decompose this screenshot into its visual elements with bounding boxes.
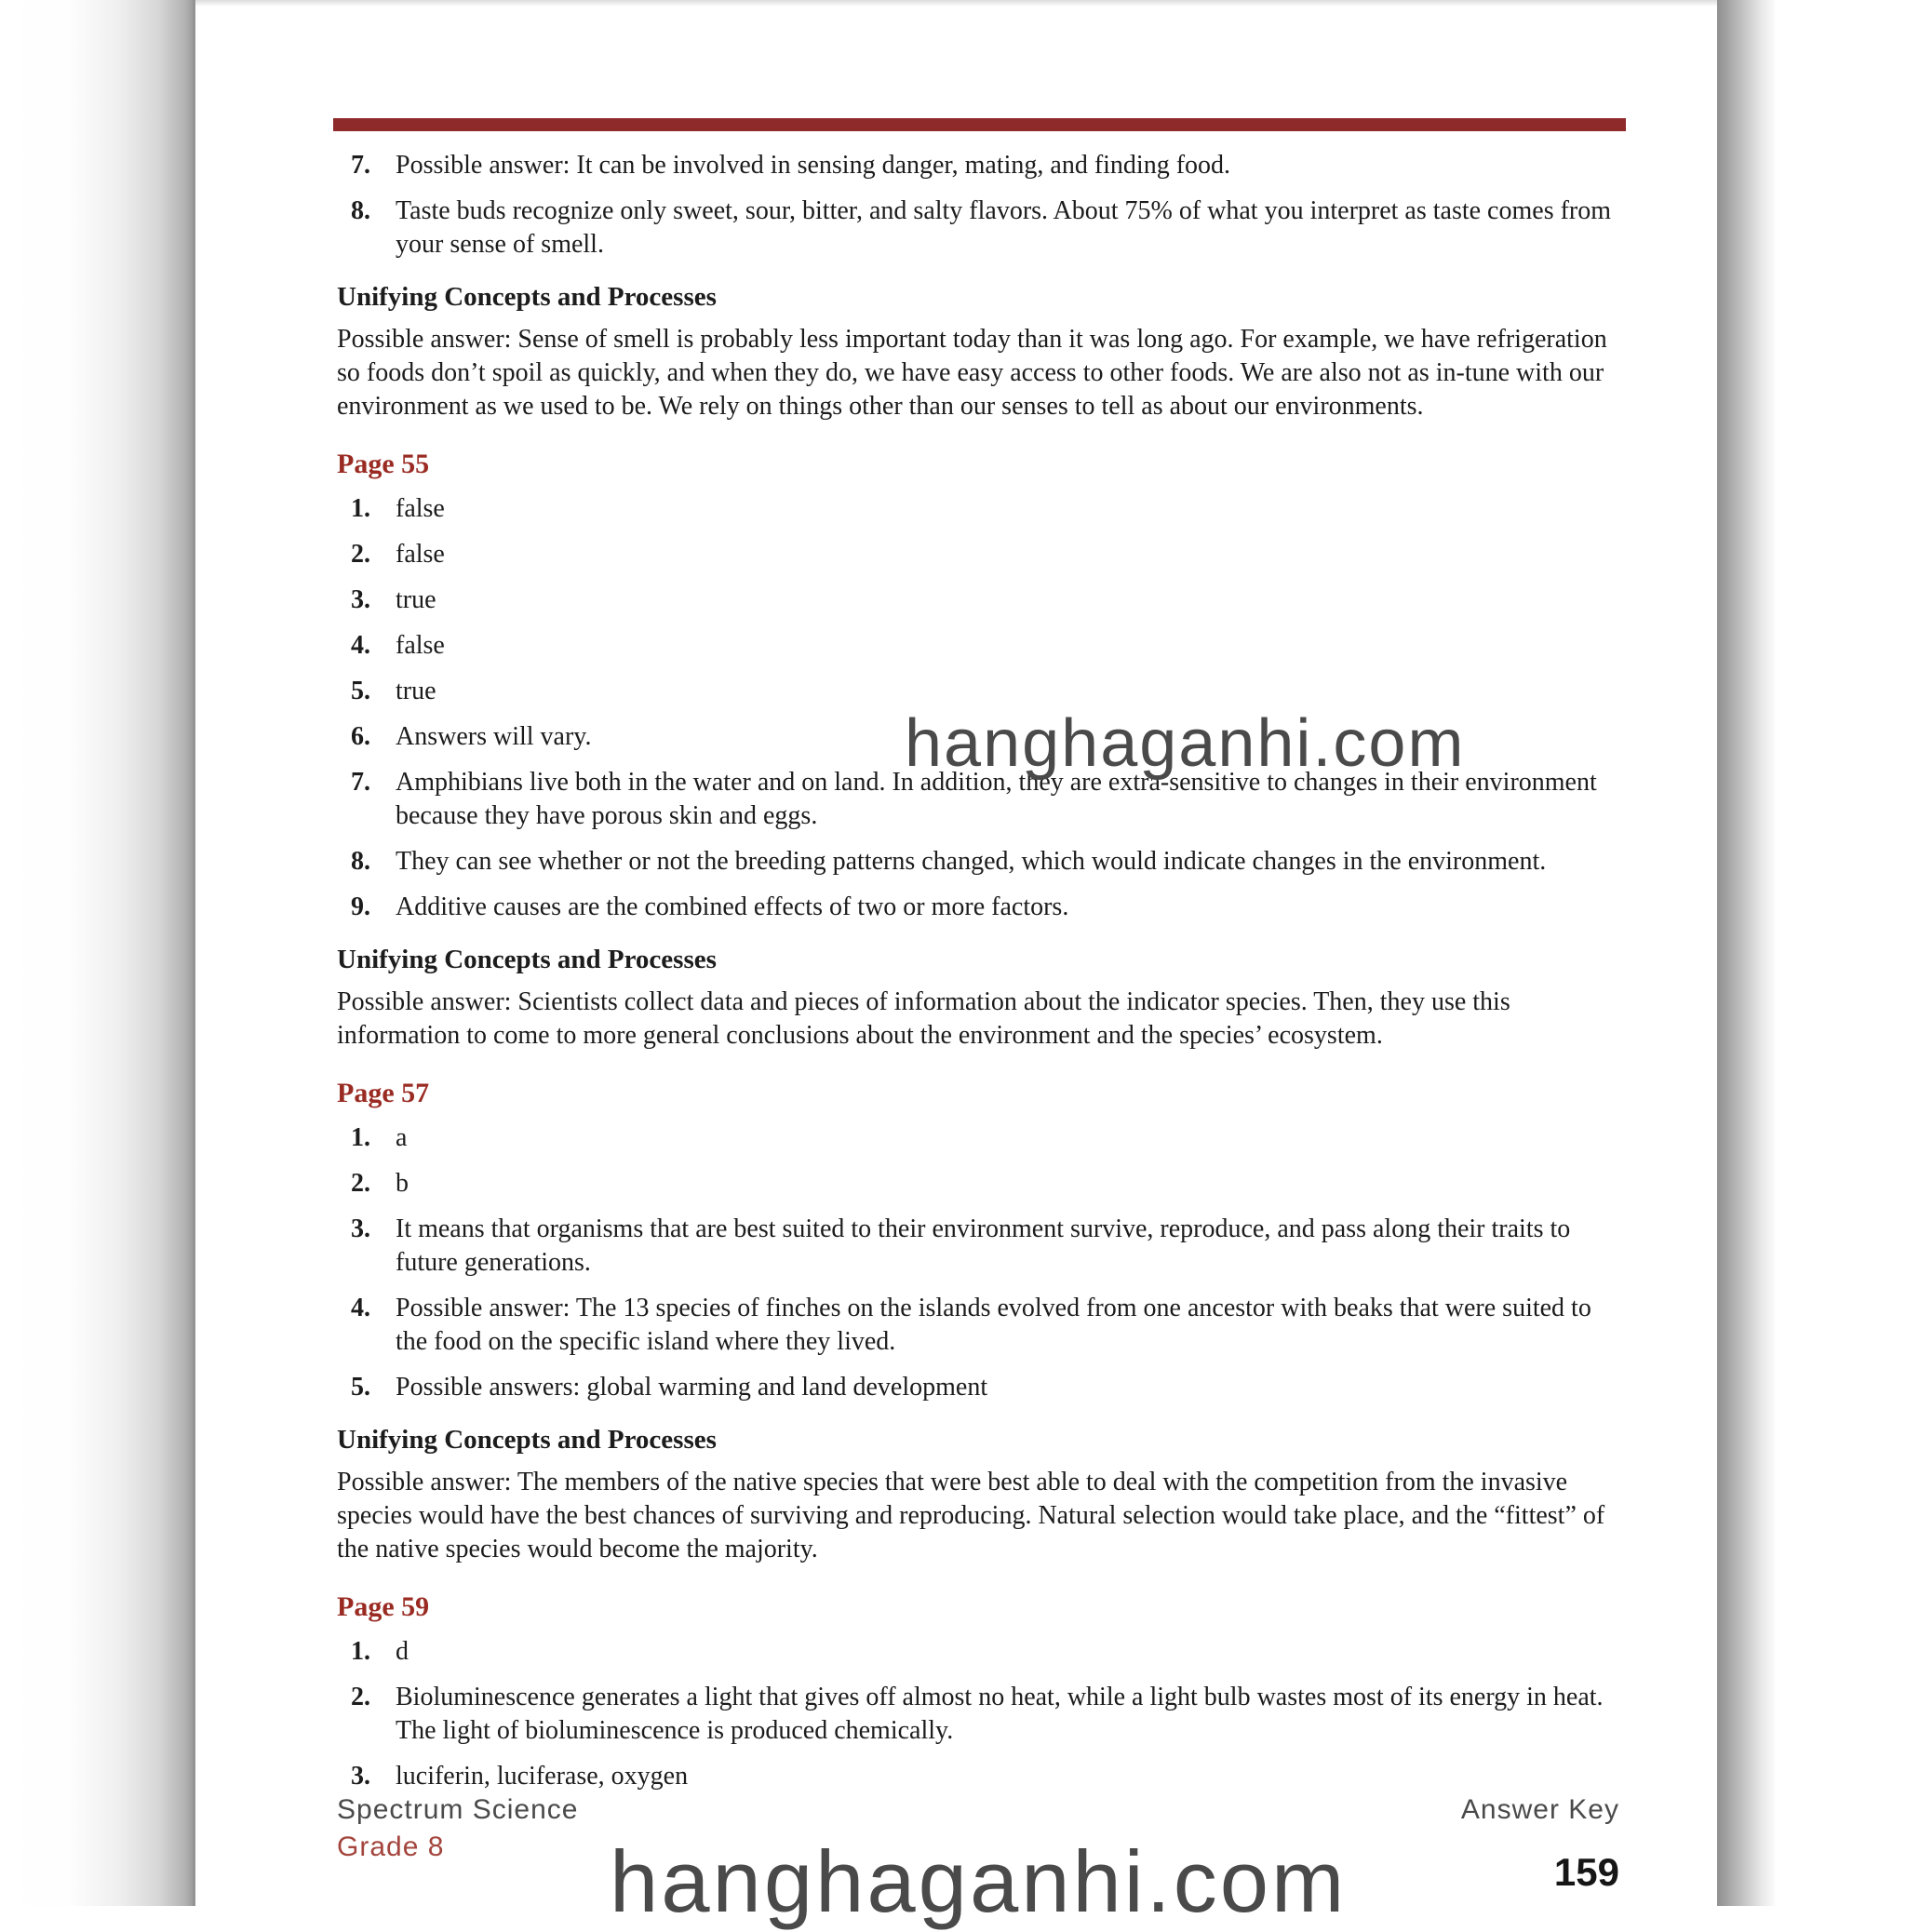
unifying-concepts-paragraph: Possible answer: Sense of smell is probably less important today than it was long ago. For example, we have refrigeration so foods don’t spoil as quickly, and when they do, we have easy access to other foods. We are also not as in-tune with our environment as we used to be. We rely on things other than our senses to tell as about our environments. [337,325,1607,421]
answer-number: 4. [351,631,370,660]
answer-number: 2. [351,1169,370,1198]
page-label: Page 57 [337,1078,430,1108]
answer-text: It means that organisms that are best suited to their environment survive, reproduce, and pass along their traits to future generations. [396,1214,1571,1277]
answer-number: 5. [351,677,370,705]
answer-number: 3. [351,585,370,614]
answer-text: false [396,540,445,569]
answer-item [337,195,1621,262]
answer-text: b [396,1169,409,1198]
page-label: Page 55 [337,449,430,479]
section-page-59 [337,1590,1621,1793]
watermark-center: hanghaganhi.com [905,706,1466,781]
answer-item [337,629,1621,663]
unifying-concepts-paragraph: Possible answer: Scientists collect data and pieces of information about the indicator species. Then, they use this information to come to more general conclusions about the environment and the species’ ecosystem. [337,987,1510,1050]
answer-number: 6. [351,722,370,751]
answer-text: They can see whether or not the breeding patterns changed, which would indicate changes in the environment. [396,847,1547,876]
answer-item [337,1760,1621,1793]
footer-right [1461,1794,1619,1895]
unifying-concepts-heading: Unifying Concepts and Processes [337,945,717,974]
answer-item [337,1371,1621,1404]
answer-number: 2. [351,1683,370,1711]
answer-text: Amphibians live both in the water and on land. In addition, they are extra-sensitive to changes in their environment because they have porous skin and eggs. [396,768,1597,830]
answer-item [337,845,1621,879]
answer-text: a [396,1123,408,1152]
answer-text: Bioluminescence generates a light that gives off almost no heat, while a light bulb wastes most of its energy in heat. The light of bioluminescence is produced chemically. [396,1683,1604,1745]
answer-text: Possible answers: global warming and land development [396,1373,988,1402]
answer-item [337,1213,1621,1280]
answer-key-content [337,149,1621,1805]
answer-text: Taste buds recognize only sweet, sour, bitter, and salty flavors. About 75% of what you interpret as taste comes from your sense of smell. [396,196,1612,259]
answer-text: false [396,631,445,660]
answer-item [337,149,1621,182]
section-page-57 [337,1077,1621,1566]
unifying-concepts-heading: Unifying Concepts and Processes [337,282,717,312]
answer-item [337,538,1621,571]
unifying-concepts-paragraph: Possible answer: The members of the native species that were best able to deal with the competition from the invasive species would have the best chances of surviving and reproducing. Natural selection would take place, and the “fittest” of the native species would become the majority. [337,1468,1605,1563]
unifying-concepts-heading: Unifying Concepts and Processes [337,1425,717,1455]
answer-number: 7. [351,768,370,797]
answer-number: 1. [351,494,370,523]
answer-number: 4. [351,1294,370,1322]
watermark-bottom: hanghaganhi.com [610,1832,1348,1930]
answer-text: false [396,494,445,523]
section-continuation [337,149,1621,423]
answer-item [337,675,1621,708]
answer-item [337,1635,1621,1669]
answer-item [337,1681,1621,1748]
answer-text: Possible answer: It can be involved in sensing danger, mating, and finding food. [396,151,1231,180]
answer-text: true [396,677,436,705]
answer-number: 3. [351,1762,370,1791]
grade-label: Grade 8 [337,1831,445,1862]
answer-item [337,1167,1621,1201]
answer-item [337,1121,1621,1155]
answer-number: 1. [351,1123,370,1152]
answer-number: 1. [351,1637,370,1666]
page-label: Page 59 [337,1591,430,1622]
top-red-rule [333,118,1626,131]
answer-text: luciferin, luciferase, oxygen [396,1762,689,1791]
answer-text: true [396,585,436,614]
answer-number: 7. [351,151,370,180]
answer-item [337,891,1621,924]
answer-text: d [396,1637,409,1666]
answer-number: 8. [351,196,370,225]
answer-text: Additive causes are the combined effects of two or more factors. [396,892,1069,921]
answer-number: 5. [351,1373,370,1402]
answer-text: Possible answer: The 13 species of finches on the islands evolved from one ancestor with beaks that were suited to the food on the specific island where they lived. [396,1294,1591,1356]
page-left-edge-shadow [0,0,195,1906]
answer-item [337,584,1621,617]
book-series-label: Spectrum Science [337,1794,579,1825]
answer-number: 3. [351,1214,370,1243]
answer-key-label: Answer Key [1460,1794,1619,1825]
footer-left [337,1794,578,1863]
answer-item [337,492,1621,526]
page-number: 159 [1553,1850,1619,1894]
page-top-edge-shadow [195,0,1717,7]
answer-number: 2. [351,540,370,569]
answer-number: 8. [351,847,370,876]
page-right-edge-shadow [1717,0,1775,1906]
answer-item [337,1292,1621,1359]
answer-text: Answers will vary. [396,722,592,751]
answer-number: 9. [351,892,370,921]
